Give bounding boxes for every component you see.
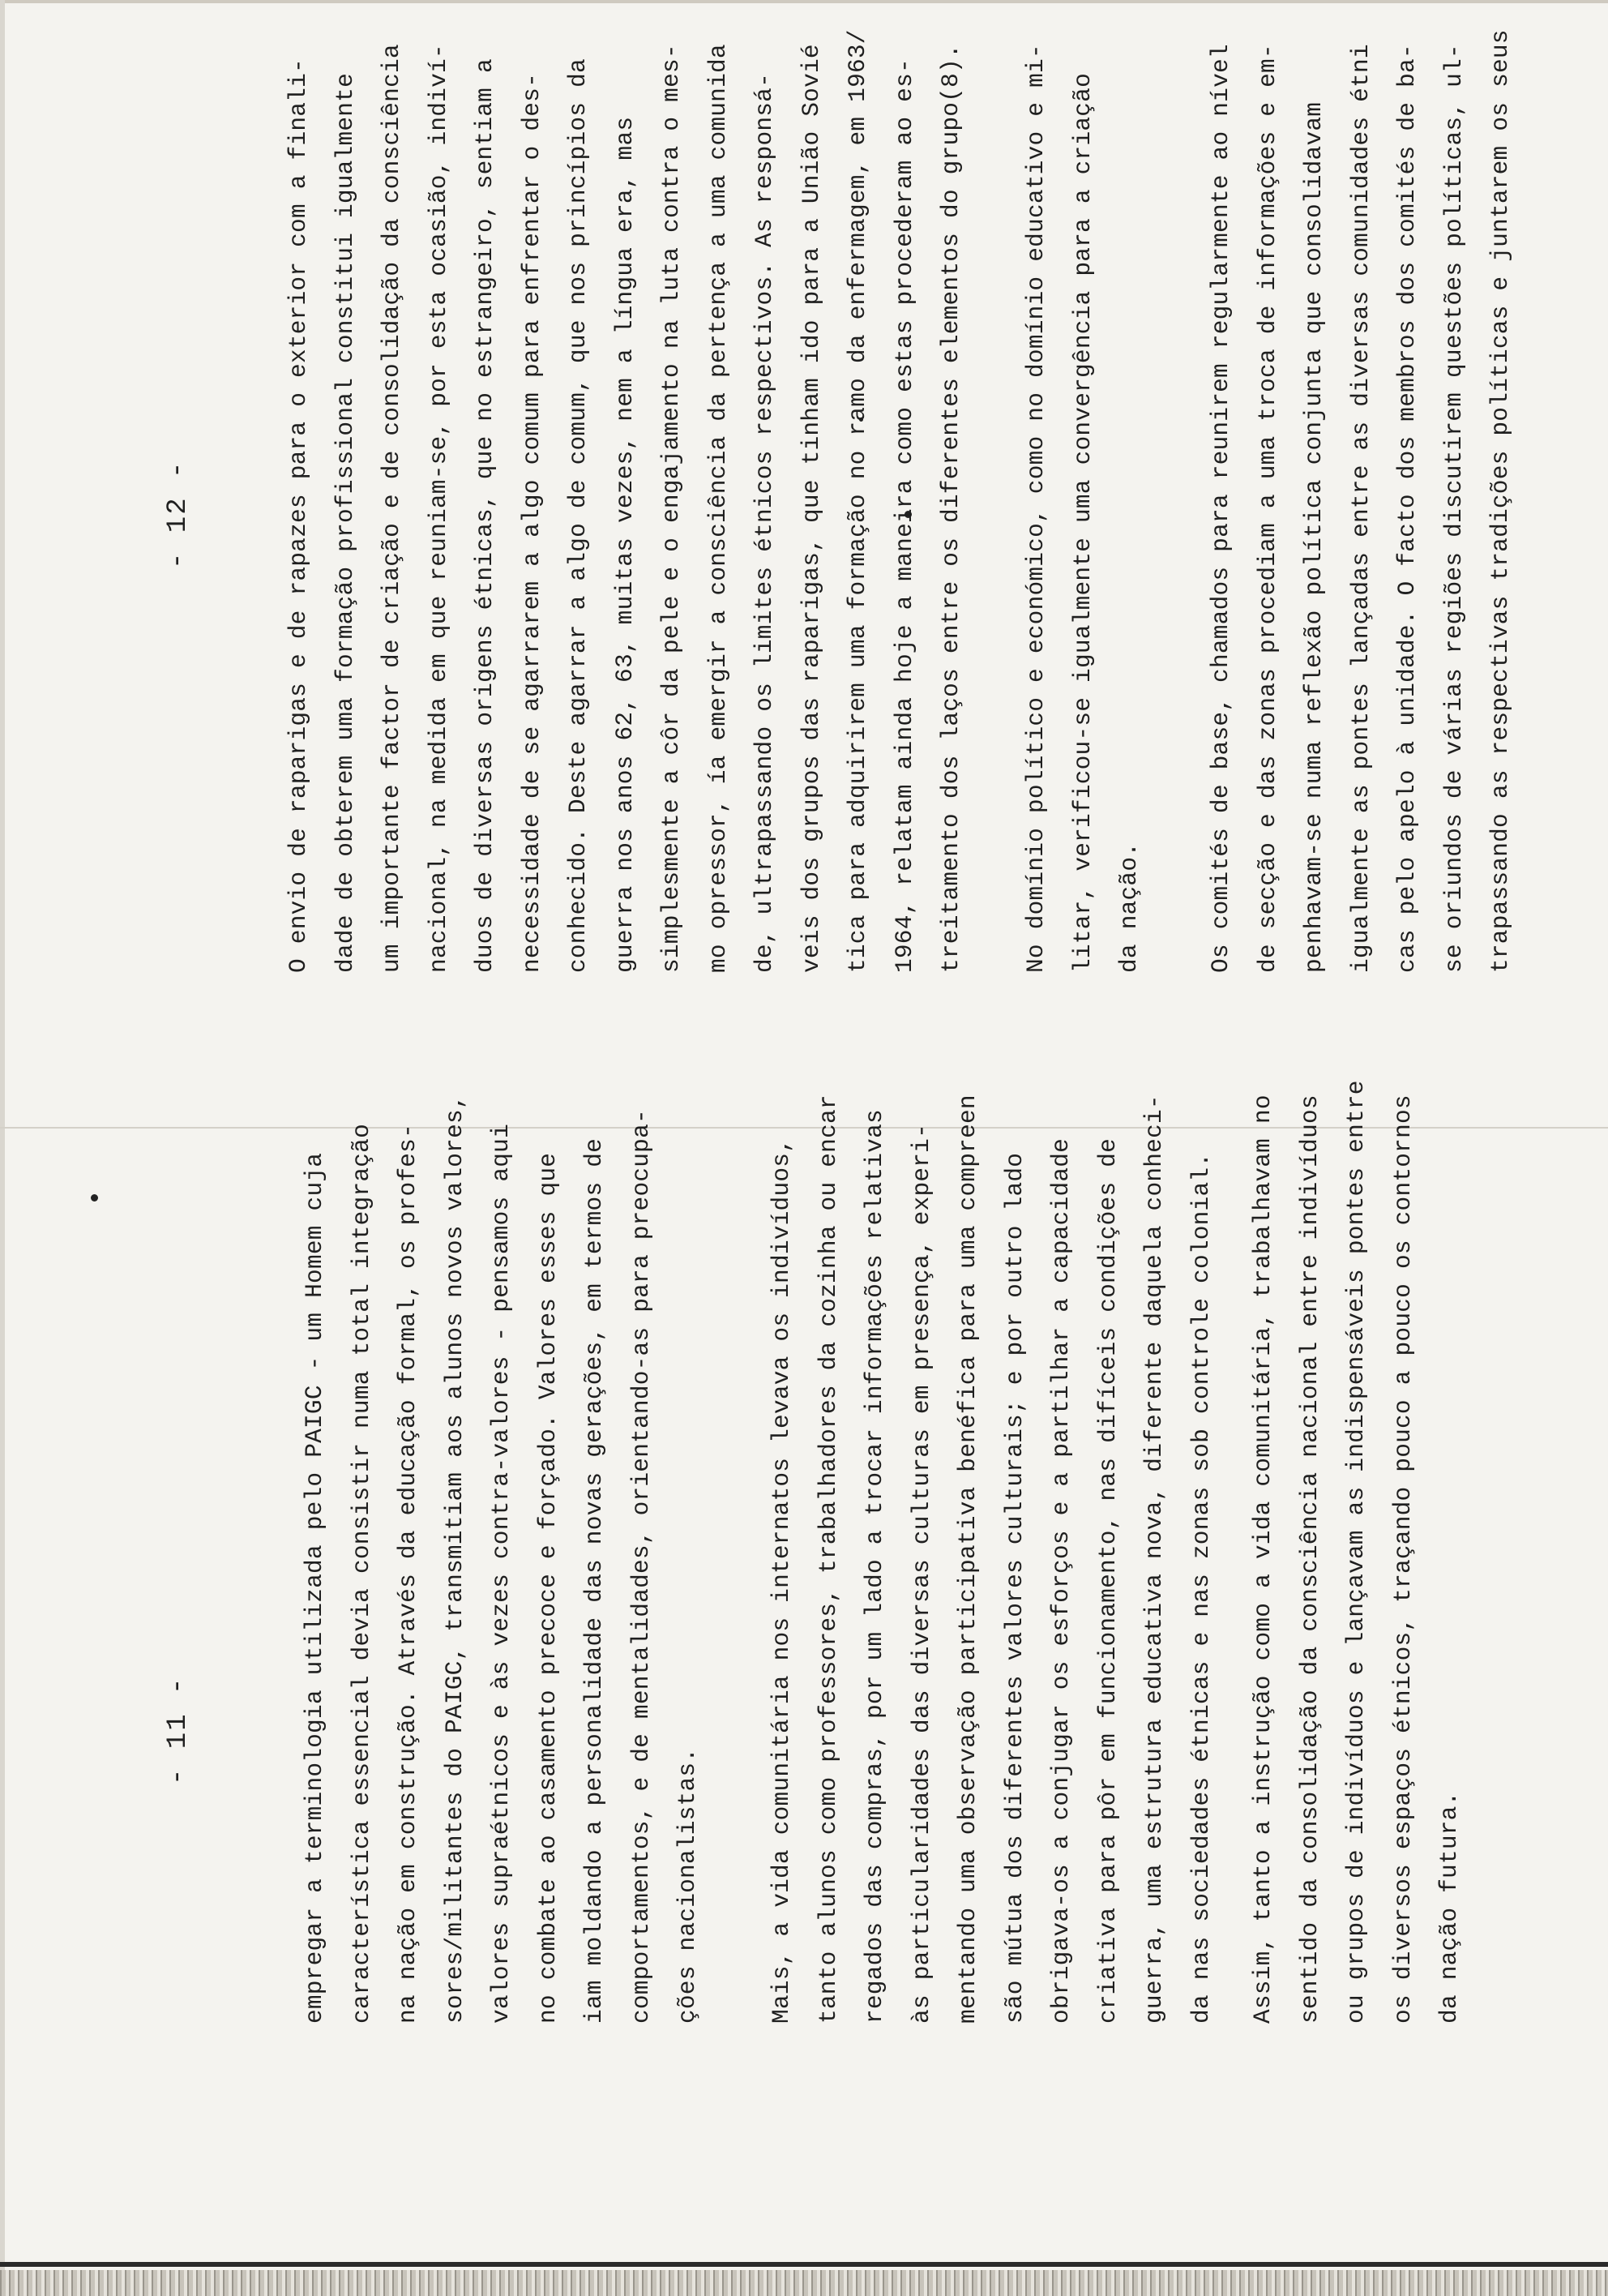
- text-line: às particularidades das diversas culturas em presença, experi-: [907, 1124, 935, 2024]
- page-11-paragraph-2: [759, 1094, 1225, 2024]
- text-line: guerra nos anos 62, 63, muitas vezes, nem a língua era, mas: [610, 116, 639, 973]
- text-line: iam moldando a personalidade das novas gerações, em termos de: [580, 1137, 608, 2024]
- text-line: treitamento dos laços entre os diferentes elementos do grupo(8).: [937, 44, 964, 973]
- text-line: os diversos espaços étnicos, traçando pouco a pouco os contornos: [1388, 1094, 1417, 2024]
- text-line: tanto alunos como professores, trabalhadores da cozinha ou encar: [814, 1094, 842, 2024]
- page-11-paragraph-1: [292, 1094, 712, 2024]
- text-line: obrigava-os a conjugar os esforços e a partilhar a capacidade: [1047, 1137, 1075, 2024]
- text-line: empregar a terminologia utilizada pelo PAIGC - um Homem cuja: [301, 1152, 328, 2024]
- text-line: Os comités de base, chamados para reunirem regularmente ao nível: [1207, 44, 1234, 973]
- text-line: cas pelo apelo à unidade. O facto dos membros dos comités de ba-: [1393, 44, 1421, 973]
- text-line: regados das compras, por um lado a trocar informações relativas: [861, 1109, 888, 2024]
- text-line: veis dos grupos das raparigas, que tinham ido para a União Sovié: [797, 44, 825, 973]
- text-line: ções nacionalistas.: [674, 1747, 701, 2024]
- page-12-paragraph-1: [276, 29, 975, 973]
- text-line: de secção e das zonas procediam a uma troca de informações e em-: [1253, 44, 1281, 973]
- text-line: um importante factor de criação e de consolidação da consciência: [378, 44, 405, 973]
- text-line: sores/militantes do PAIGC, transmitiam aos alunos novos valores,: [440, 1094, 468, 2024]
- text-line: de, ultrapassando os limites étnicos respectivos. As responsá-: [751, 73, 778, 973]
- text-line: valores supraétnicos e às vezes contra-valores - pensamos aqui: [487, 1124, 515, 2024]
- text-line: litar, verificou-se igualmente uma convergência para a criação: [1068, 73, 1097, 973]
- text-line: necessidade de se agarrarem a algo comum para enfrentar o des-: [517, 73, 545, 973]
- text-line: na nação em construção. Através da educação formal, os profes-: [394, 1124, 421, 2024]
- text-line: da nação futura.: [1435, 1791, 1463, 2024]
- text-line: mo opressor, ía emergir a consciência da pertença a uma comunida: [704, 44, 732, 973]
- page-12-paragraph-3: [1198, 29, 1525, 973]
- page-number-12: - 12 -: [163, 460, 194, 569]
- text-line: criativa para pôr em funcionamento, nas difíceis condições de: [1093, 1137, 1122, 2024]
- text-line: no combate ao casamento precoce e forçado. Valores esses que: [533, 1152, 562, 2024]
- text-line: Assim, tanto a instrução como a vida comunitária, trabalhavam no: [1249, 1094, 1277, 2024]
- text-line: da nas sociedades étnicas e nas zonas sob controle colonial.: [1187, 1152, 1215, 2024]
- text-line: mentando uma observação participativa benéfica para uma compreen: [954, 1094, 981, 2024]
- text-line: guerra, uma estrutura educativa nova, diferente daquela conheci-: [1140, 1094, 1168, 2024]
- text-line: penhavam-se numa reflexão política conjunta que consolidavam: [1300, 101, 1328, 973]
- text-line: comportamentos, e de mentalidades, orientando-as para preocupa-: [627, 1109, 655, 2024]
- text-line: simplesmente a côr da pele e o engajamento na luta contra o mes-: [657, 44, 685, 973]
- text-line: No domínio político e económico, como no domínio educativo e mi-: [1022, 44, 1050, 973]
- text-line: conhecido. Deste agarrar a algo de comum, que nos princípios da: [564, 58, 592, 973]
- text-line: nacional, na medida em que reuniam-se, por esta ocasião, indiví-: [424, 44, 452, 973]
- text-line: igualmente as pontes lançadas entre as diversas comunidades étni: [1346, 44, 1375, 973]
- text-line: 1964, relatam ainda hoje a maneira como estas procederam ao es-: [890, 58, 918, 973]
- text-line: são mútua dos diferentes valores culturais; e por outro lado: [1000, 1152, 1029, 2024]
- page-12-paragraph-2: [1013, 44, 1153, 973]
- text-line: O envio de raparigas e de rapazes para o exterior com a finali-: [284, 58, 312, 973]
- page-11-paragraph-3: [1240, 1080, 1473, 2024]
- text-line: da nação.: [1115, 842, 1143, 973]
- text-line: dade de obterem uma formação profissional constitui igualmente: [331, 73, 359, 973]
- text-line: trapassando as respectivas tradições políticas e juntarem os seus: [1486, 29, 1514, 973]
- text-line: sentido da consolidação da consciência nacional entre indivíduos: [1295, 1094, 1324, 2024]
- text-line: tica para adquirirem uma formação no ramo da enfermagem, em 1963/: [844, 29, 871, 973]
- text-line: duos de diversas origens étnicas, que no estrangeiro, sentiam a: [471, 58, 498, 973]
- text-line: ou grupos de indivíduos e lançavam as indispensáveis pontes entre: [1342, 1080, 1370, 2024]
- text-line: característica essencial devia consistir numa total integração: [347, 1124, 375, 2024]
- text-line: se oriundos de várias regiões discutirem questões políticas, ul-: [1439, 44, 1468, 973]
- page-number-11: - 11 -: [163, 1676, 194, 1785]
- text-line: Mais, a vida comunitária nos internatos levava os indivíduos,: [768, 1137, 795, 2024]
